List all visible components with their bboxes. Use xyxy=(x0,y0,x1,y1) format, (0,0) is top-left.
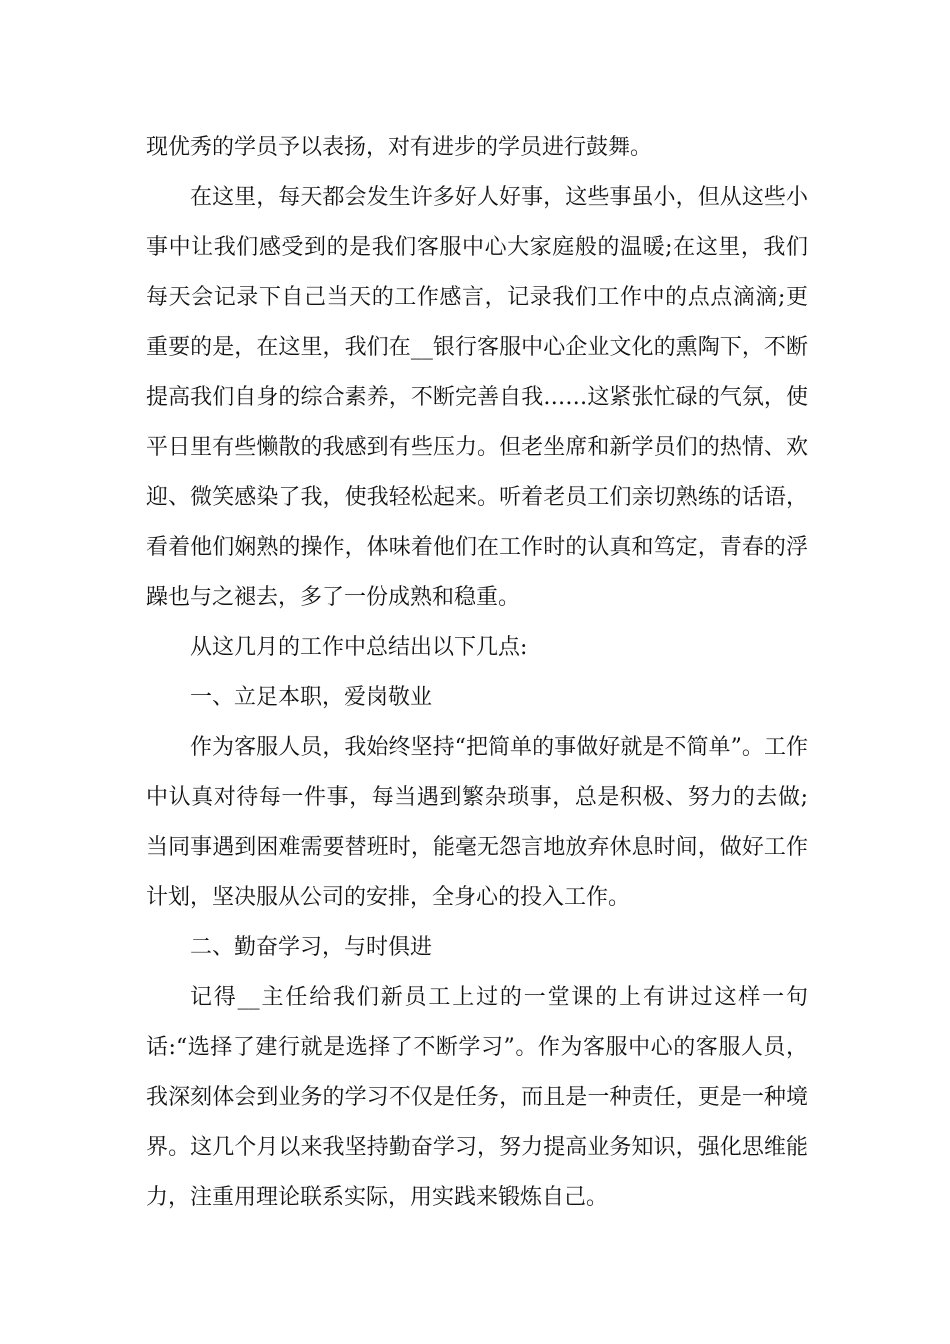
paragraph-4: 作为客服人员，我始终坚持“把简单的事做好就是不简单”。工作中认真对待每一件事，每当遇到繁杂琐事，总是积极、努力的去做;当同事遇到困难需要替班时，能毫无怨言地放弃休息时间，做好工作计划，坚决服从公司的安排，全身心的投入工作。 xyxy=(146,735,808,910)
paragraph-3: 从这几月的工作中总结出以下几点: xyxy=(190,635,528,660)
section-heading-2: 二、勤奋学习，与时俱进 xyxy=(190,935,433,960)
paragraph-2: 在这里，每天都会发生许多好人好事，这些事虽小，但从这些小事中让我们感受到的是我们客服中心大家庭般的温暖;在这里，我们每天会记录下自己当天的工作感言，记录我们工作中的点点滴滴;更重要的是，在这里，我们在__银行客服中心企业文化的熏陶下，不断提高我们自身的综合素养，不断完善自我……这紧张忙碌的气氛，使平日里有些懒散的我感到有些压力。但老坐席和新学员们的热情、欢迎、微笑感染了我，使我轻松起来。听着老员工们亲切熟练的话语，看着他们娴熟的操作，体味着他们在工作时的认真和笃定，青春的浮躁也与之褪去，多了一份成熟和稳重。 xyxy=(146,185,808,610)
section-heading-1: 一、立足本职，爱岗敬业 xyxy=(190,685,433,710)
paragraph-1: 现优秀的学员予以表扬，对有进步的学员进行鼓舞。 xyxy=(146,135,653,160)
document-body xyxy=(146,123,808,1223)
paragraph-5: 记得__主任给我们新员工上过的一堂课的上有讲过这样一句话:“选择了建行就是选择了不断学习”。作为客服中心的客服人员，我深刻体会到业务的学习不仅是任务，而且是一种责任，更是一种境界。这几个月以来我坚持勤奋学习，努力提高业务知识，强化思维能力，注重用理论联系实际，用实践来锻炼自己。 xyxy=(146,985,808,1210)
